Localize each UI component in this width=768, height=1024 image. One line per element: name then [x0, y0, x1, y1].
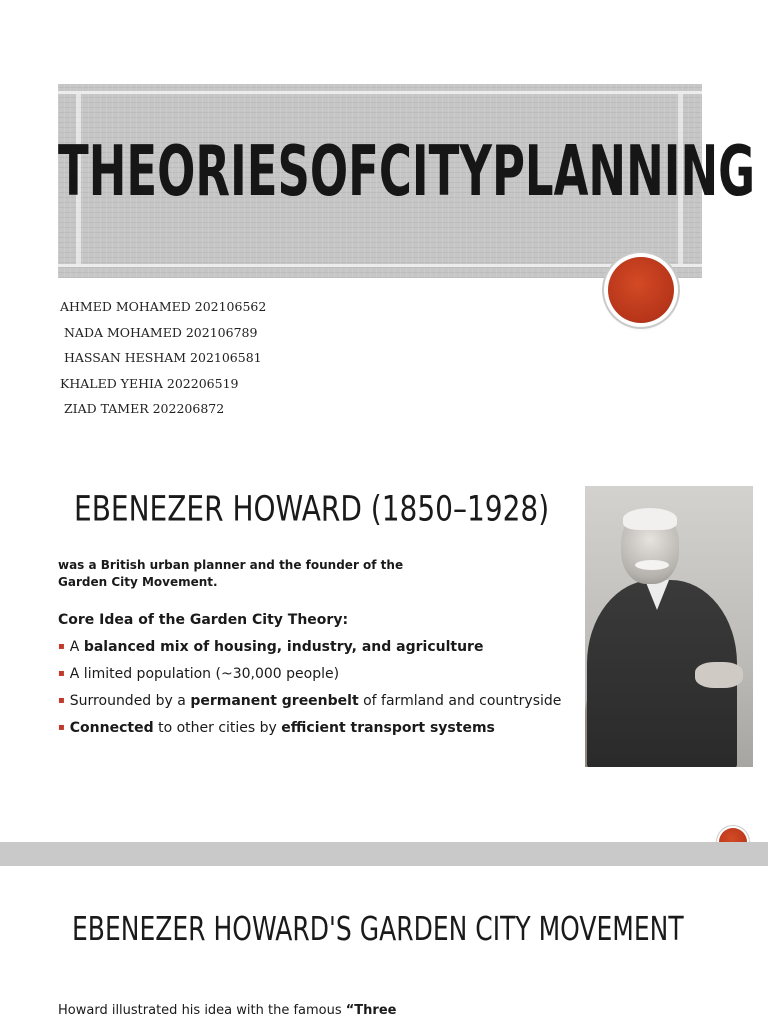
intro-text: was a British urban planner and the founder of the Garden City Movement. [58, 558, 404, 589]
bullet-list [58, 637, 561, 745]
body-text-bold: “Three [345, 1003, 397, 1018]
bullet-square-icon: ▪ [58, 641, 65, 652]
body-text-run: Howard illustrated his idea with the famous [58, 1003, 346, 1018]
bullet-text: of farmland and countryside [358, 693, 562, 709]
bullet-text: to other cities by [153, 720, 282, 736]
bullet-text: A limited population (~30,000 people) [69, 666, 340, 682]
bullet-bold-text: efficient transport systems [281, 720, 495, 736]
author-line: NADA MOHAMED 202106789 [60, 324, 258, 340]
list-item [58, 664, 561, 691]
author-list [60, 294, 266, 422]
bullet-square-icon: ▪ [58, 668, 65, 679]
author-line: ZIAD TAMER 202206872 [60, 401, 225, 416]
hands-shape [695, 662, 743, 688]
list-item [58, 691, 561, 718]
body-text [58, 1002, 408, 1020]
slide-title: EBENEZER HOWARD (1850–1928) [74, 488, 550, 530]
bullet-square-icon: ▪ [58, 695, 65, 706]
bullet-bold-text: Connected [69, 720, 154, 736]
portrait-photo [585, 486, 753, 767]
movement-slide [0, 866, 768, 1024]
author-line: AHMED MOHAMED 202106562 [60, 299, 267, 314]
bullet-square-icon: ▪ [58, 722, 65, 733]
moustache-shape [635, 560, 669, 570]
slide-title: EBENEZER HOWARD'S GARDEN CITY MOVEMENT [72, 910, 684, 948]
author-line: HASSAN HESHAM 202106581 [60, 350, 262, 365]
band-rule-bottom [58, 264, 702, 267]
bullet-bold-text: balanced mix of housing, industry, and agriculture [83, 639, 484, 655]
decorative-circle-small [719, 828, 747, 842]
bullet-bold-text: permanent greenbelt [190, 693, 359, 709]
hair-shape [623, 508, 677, 530]
title-band [58, 84, 756, 278]
band-rule-top [58, 91, 702, 94]
bullet-text: Surrounded by a [69, 693, 191, 709]
bullet-text: A [69, 639, 84, 655]
decorative-circle [608, 257, 674, 323]
howard-slide [0, 438, 768, 842]
list-item [58, 718, 561, 745]
presentation-title: THEORIESOFCITYPLANNING [58, 130, 756, 213]
section-heading: Core Idea of the Garden City Theory: [58, 612, 349, 628]
title-slide [0, 0, 768, 438]
slide-divider [0, 842, 768, 866]
author-line: KHALED YEHIA 202206519 [60, 375, 239, 391]
list-item [58, 637, 561, 664]
